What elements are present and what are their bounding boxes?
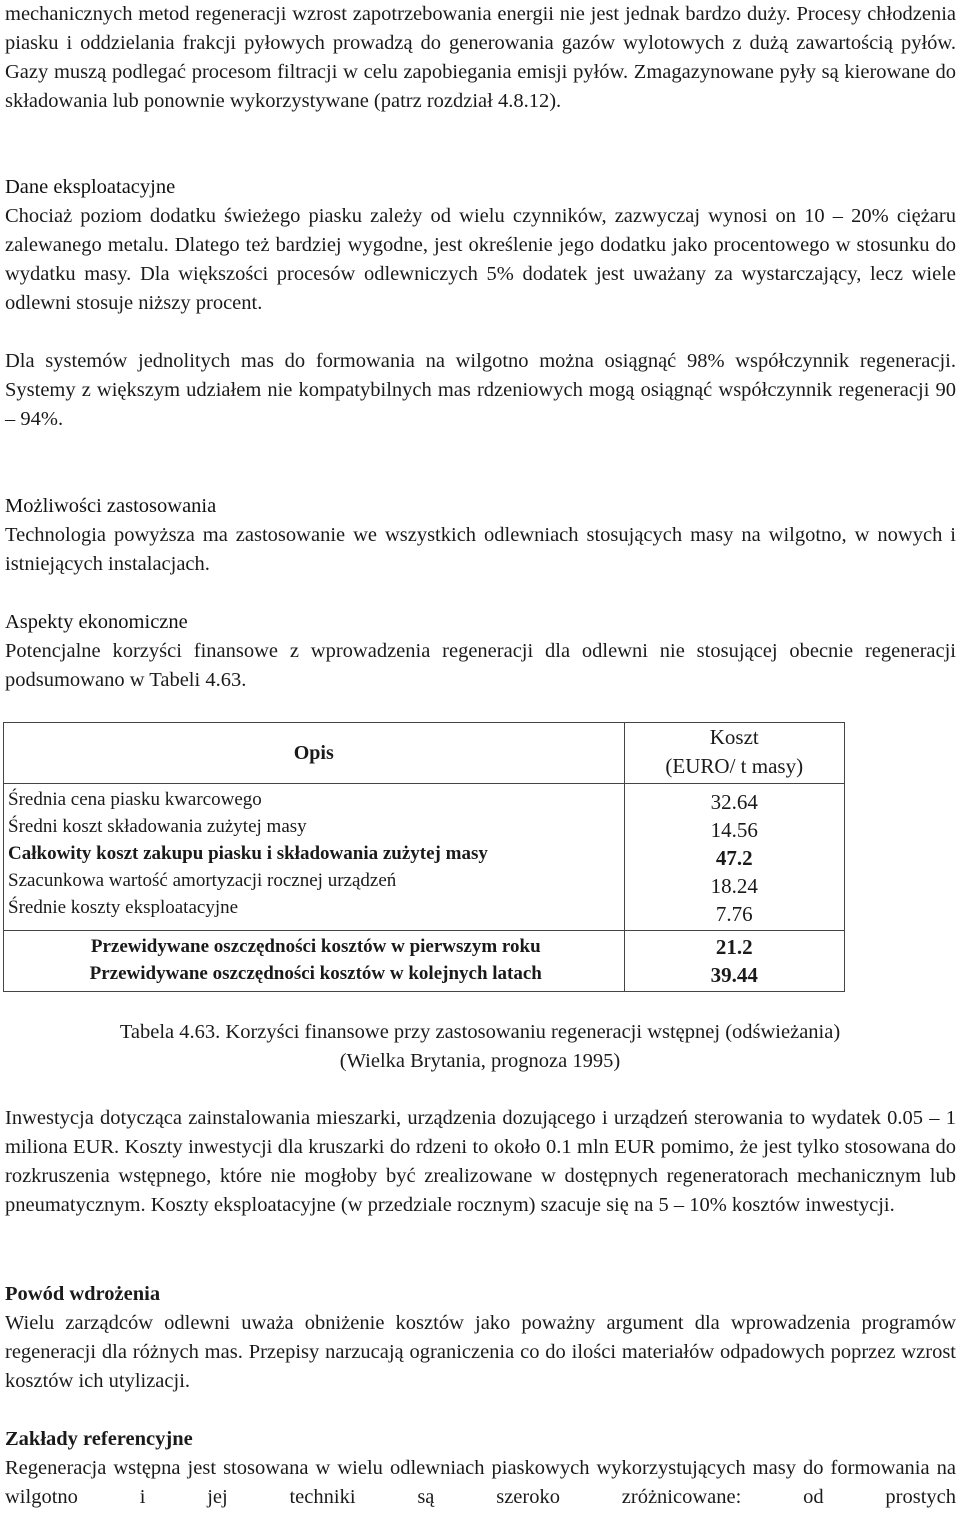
table-row-label: Średnie koszty eksploatacyjne bbox=[8, 897, 239, 918]
zaklady-heading: Zakłady referencyjne bbox=[5, 1428, 193, 1450]
table-row-value: 14.56 bbox=[710, 818, 758, 842]
savings-values bbox=[624, 931, 844, 992]
zaklady-paragraph: Regeneracja wstępna jest stosowana w wielu odlewniach piaskowych wykorzystujących masy do formowania na wilgotno i jej techniki są szeroko zróżnicowane: od prostych bbox=[5, 1457, 956, 1508]
header-opis: Opis bbox=[4, 723, 625, 784]
mozliwosci-section bbox=[5, 492, 956, 579]
table-caption bbox=[0, 1018, 960, 1076]
powod-paragraph: Wielu zarządców odlewni uważa obniżenie kosztów jako poważny argument dla wprowadzenia programów regeneracji dla różnych mas. Przepisy narzucają ograniczenia co do ilości materiałów odpadowych poprzez wzrost kosztów ich utylizacji. bbox=[5, 1312, 956, 1392]
dane-section bbox=[5, 173, 956, 434]
table-row-label: Przewidywane oszczędności kosztów w pierwszym roku bbox=[90, 936, 541, 957]
zaklady-section bbox=[5, 1425, 956, 1512]
table-row-value: 18.24 bbox=[710, 874, 758, 898]
savings-labels bbox=[4, 931, 625, 992]
dane-paragraph-1: Chociaż poziom dodatku świeżego piasku zależy od wielu czynników, zazwyczaj wynosi on 10 – 20% ciężaru zalewanego metalu. Dlatego też bardziej wygodne, jest określenie jego dodatku jako procentowego w stosunku do wydatku masy. Dla większości procesów odlewniczych 5% dodatek jest uważany za wystarczający, lecz wiele odlewni stosuje niższy procent. bbox=[5, 205, 956, 314]
table-row-label: Przewidywane oszczędności kosztów w kolejnych latach bbox=[89, 963, 542, 984]
dane-paragraph-2: Dla systemów jednolitych mas do formowania na wilgotno można osiągnąć 98% współczynnik regeneracji. Systemy z większym udziałem nie kompatybilnych mas rdzeniowych mogą osiągnąć współczynnik regeneracji 90 – 94%. bbox=[5, 350, 956, 430]
table-header-row bbox=[4, 723, 845, 784]
caption-line-2: (Wielka Brytania, prognoza 1995) bbox=[339, 1050, 621, 1072]
inwestycja-section bbox=[5, 1104, 956, 1220]
cost-labels bbox=[4, 784, 625, 931]
header-koszt-line1: Koszt bbox=[709, 725, 759, 749]
table-row-value: 39.44 bbox=[710, 963, 758, 987]
table-cost-rows bbox=[4, 784, 845, 931]
cost-values bbox=[624, 784, 844, 931]
aspekty-section bbox=[5, 608, 956, 695]
table-row-value: 21.2 bbox=[715, 935, 753, 959]
dane-heading: Dane eksploatacyjne bbox=[5, 176, 176, 198]
aspekty-heading: Aspekty ekonomiczne bbox=[5, 611, 188, 633]
intro-paragraph: mechanicznych metod regeneracji wzrost zapotrzebowania energii nie jest jednak bardzo duży. Procesy chłodzenia piasku i oddzielania frakcji pyłowych prowadzą do generowania gazów wylotowych z dużą zawartością pyłów. Gazy muszą podlegać procesom filtracji w celu zapobiegania emisji pyłów. Zmagazynowane pyły są kierowane do składowania lub ponownie wykorzystywane (patrz rozdział 4.8.12). bbox=[5, 3, 956, 112]
cost-table bbox=[3, 722, 845, 992]
table-row-label: Średni koszt składowania zużytej masy bbox=[8, 816, 307, 837]
intro-section bbox=[5, 0, 956, 116]
table-row-label: Całkowity koszt zakupu piasku i składowania zużytej masy bbox=[8, 843, 488, 864]
header-koszt bbox=[624, 723, 844, 784]
powod-heading: Powód wdrożenia bbox=[5, 1283, 161, 1305]
header-koszt-line2: (EURO/ t masy) bbox=[665, 754, 804, 778]
table-savings-rows bbox=[4, 931, 845, 992]
caption-line-1: Tabela 4.63. Korzyści finansowe przy zastosowaniu regeneracji wstępnej (odświeżania) bbox=[119, 1021, 841, 1043]
aspekty-paragraph: Potencjalne korzyści finansowe z wprowadzenia regeneracji dla odlewni nie stosującej obecnie regeneracji podsumowano w Tabeli 4.63. bbox=[5, 640, 956, 691]
inwestycja-paragraph: Inwestycja dotycząca zainstalowania mieszarki, urządzenia dozującego i urządzeń sterowania to wydatek 0.05 – 1 miliona EUR. Koszty inwestycji dla kruszarki do rdzeni to około 0.1 mln EUR pomimo, że jest tylko stosowana do rozkruszenia wstępnego, które nie mogłoby być zrealizowane w dostępnych regeneratorach mechanicznym lub pneumatycznym. Koszty eksploatacyjne (w przedziale rocznym) szacuje się na 5 – 10% kosztów inwestycji. bbox=[5, 1107, 956, 1216]
mozliwosci-paragraph: Technologia powyższa ma zastosowanie we wszystkich odlewniach stosujących masy na wilgotno, w nowych i istniejących instalacjach. bbox=[5, 524, 956, 575]
table-row-value: 7.76 bbox=[715, 902, 753, 926]
table-row-value: 32.64 bbox=[710, 790, 758, 814]
table-row-label: Średnia cena piasku kwarcowego bbox=[8, 789, 262, 810]
table-row-label: Szacunkowa wartość amortyzacji rocznej urządzeń bbox=[8, 870, 397, 891]
table-row-value: 47.2 bbox=[715, 846, 753, 870]
powod-section bbox=[5, 1280, 956, 1396]
mozliwosci-heading: Możliwości zastosowania bbox=[5, 495, 217, 517]
